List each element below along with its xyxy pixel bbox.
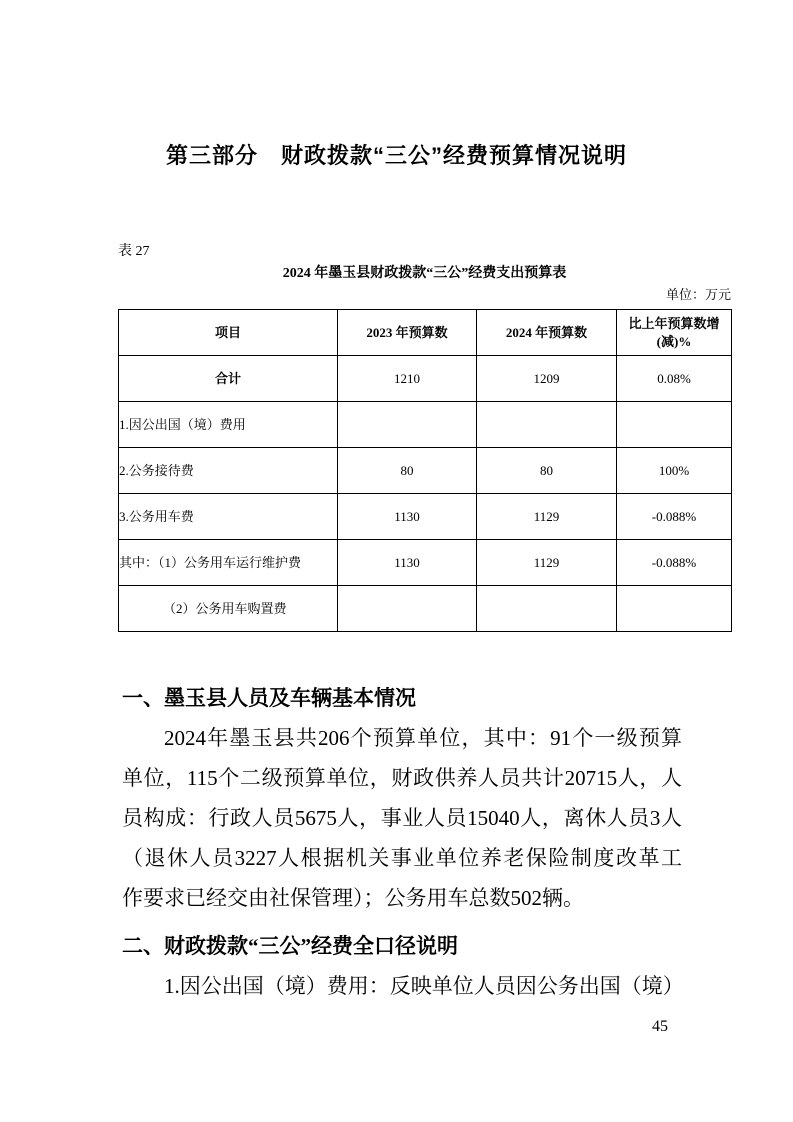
row-vehicle-2023: 1130 (338, 494, 477, 540)
table-row (119, 356, 732, 402)
row-abroad-2024 (477, 402, 617, 448)
body-text (122, 678, 682, 1006)
section-heading-1: 一、墨玉县人员及车辆基本情况 (122, 686, 416, 710)
row-reception-change: 100% (617, 448, 732, 494)
row-purchase-2024 (477, 586, 617, 632)
paragraph-line: （退休人员3227人根据机关事业单位养老保险制度改革工 (122, 846, 682, 870)
row-vehicle-change: -0.088% (617, 494, 732, 540)
section-heading-2: 二、财政拨款“三公”经费全口径说明 (122, 934, 458, 958)
row-reception-2023: 80 (338, 448, 477, 494)
row-vehicle-2024: 1129 (477, 494, 617, 540)
row-item-vehicle: 3.公务用车费 (119, 494, 338, 540)
row-purchase-2023 (338, 586, 477, 632)
paragraph-line: 单位，115个二级预算单位，财政供养人员共计20715人，人 (122, 766, 682, 790)
column-header-2023: 2023 年预算数 (338, 310, 477, 356)
paragraph-line: 2024年墨玉县共206个预算单位，其中：91个一级预算 (164, 726, 682, 750)
page-title: 第三部分 财政拨款“三公”经费预算情况说明 (165, 143, 627, 168)
table-label: 表 27 (118, 244, 150, 259)
table-row (119, 494, 732, 540)
column-header-change (617, 310, 732, 356)
row-purchase-change (617, 586, 732, 632)
row-total-2024: 1209 (477, 356, 617, 402)
row-abroad-change (617, 402, 732, 448)
table-row (119, 402, 732, 448)
row-reception-2024: 80 (477, 448, 617, 494)
row-total-2023: 1210 (338, 356, 477, 402)
column-header-change-label: 比上年预算数增(减)% (628, 315, 720, 349)
column-header-item: 项目 (119, 310, 338, 356)
unit-label: 单位：万元 (665, 287, 731, 302)
row-maintenance-2024: 1129 (477, 540, 617, 586)
page-number: 45 (652, 1018, 668, 1035)
table-row (119, 448, 732, 494)
row-item-reception: 2.公务接待费 (119, 448, 338, 494)
table-title: 2024 年墨玉县财政拨款“三公”经费支出预算表 (282, 266, 567, 281)
paragraph-line: 1.因公出国（境）费用：反映单位人员因公务出国（境） (164, 974, 684, 998)
row-item-total: 合计 (119, 356, 338, 402)
paragraph-line: 员构成：行政人员5675人，事业人员15040人，离休人员3人 (122, 806, 682, 830)
row-total-change: 0.08% (617, 356, 732, 402)
row-maintenance-change: -0.088% (617, 540, 732, 586)
table-row (119, 540, 732, 586)
row-abroad-2023 (338, 402, 477, 448)
table-row (119, 586, 732, 632)
paragraph-line: 作要求已经交由社保管理）；公务用车总数502辆。 (122, 886, 584, 910)
row-maintenance-2023: 1130 (338, 540, 477, 586)
row-item-vehicle-maintenance: 其中：（1）公务用车运行维护费 (119, 540, 338, 586)
column-header-2024: 2024 年预算数 (477, 310, 617, 356)
budget-table (118, 309, 732, 632)
row-item-abroad: 1.因公出国（境）费用 (119, 402, 338, 448)
row-item-vehicle-purchase: （2）公务用车购置费 (119, 586, 338, 632)
table-header-row (119, 310, 732, 356)
